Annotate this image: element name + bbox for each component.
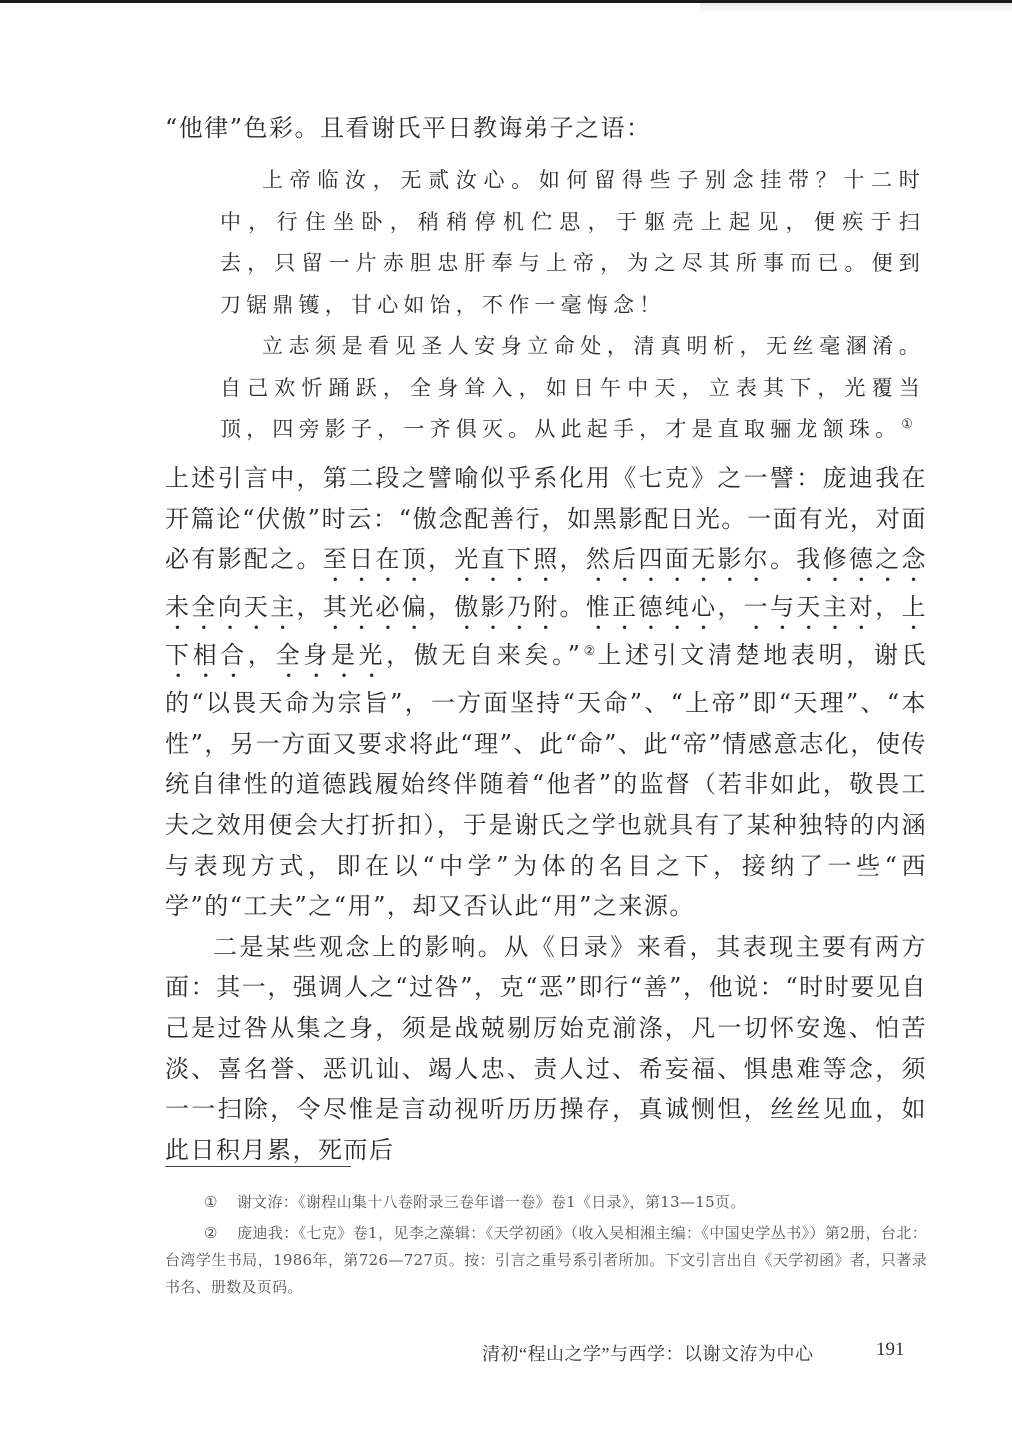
footnote-2 [165,1220,927,1301]
footnote-2-text: 庞迪我：《七克》卷1，见李之藻辑：《天学初函》（收入吴相湘主编：《中国史学丛书》）第2册，台北：台湾学生书局，1986年，第726—727页。按：引言之重号系引者所加。下文引言出自《天学初函》者，只著录书名、册数及页码。 [165,1224,927,1296]
footnote-1-text: 谢文洊：《谢程山集十八卷附录三卷年谱一卷》卷1《日录》，第13—15页。 [237,1193,746,1211]
lead-line: “他律”色彩。且看谢氏平日教诲弟子之语： [165,114,652,142]
page-number: 191 [876,1339,905,1360]
quote-paragraph-1: 上帝临汝，无贰汝心。如何留得些子别念挂带？十二时中，行住坐卧，稍稍停机伫思，于躯壳上起见，便疾于扫去，只留一片赤胆忠肝奉与上帝，为之尽其所事而已。便到刀锯鼎镬，甘心如饴，不作一毫悔念！ [220,168,925,317]
running-title: 清初“程山之学”与西学：以谢文洊为中心 [482,1344,814,1364]
main-paragraph-1 [165,458,927,927]
footnote-2-mark: ② [204,1224,218,1242]
footnote-divider [165,1166,351,1167]
main-text [165,458,927,1170]
quote-paragraph-2-text: 立志须是看见圣人安身立命处，清真明析，无丝毫溷淆。自己欢忻踊跃，全身耸入，如日午中天，立表其下，光覆当顶，四旁影子，一齐俱灭。从此起手，才是直取骊龙颔珠。 [220,334,925,441]
main-segment-2: ，傲无自来矣。” [386,641,582,670]
block-quote [220,160,925,451]
footnote-1 [165,1189,927,1216]
footnote-ref-1[interactable]: ① [901,417,913,432]
footnotes [165,1189,927,1301]
main-paragraph-2: 二是某些观念上的影响。从《日录》来看，其表现主要有两方面：其一，强调人之“过咎”，克“恶”即行“善”，他说：“时时要见自己是过咎从集之身，须是战兢剔厉始克湔涤，凡一切怀安逸、怕苦淡、喜名誉、恶讥讪、竭人忠、责人过、希妄福、惧患难等念，须一一扫除，令尽惟是言动视听历历操存，真诚恻怛，丝丝见血，如此日积月累，死而后 [165,932,927,1164]
emphasized-quote: 至日在顶，光直下照，然后四面无影尔。我修德之念未全向天主，其光必偏，傲影乃附。惟正德纯心，一与天主对，上下相合，全身是光 [165,545,928,670]
top-border-shadow [700,3,1012,13]
main-segment-1: 上述引言中，第二段之譬喻似乎系化用《七克》之一譬：庞迪我在开篇论“伏傲”时云：“傲念配善行，如黑影配日光。一面有光，对面必有影配之。 [165,464,927,574]
quote-paragraph-2 [220,326,925,451]
footnote-1-mark: ① [204,1193,218,1211]
main-segment-3: 上述引文清楚地表明，谢氏的“以畏天命为宗旨”，一方面坚持“天命”、“上帝”即“天理”、“本性”，另一方面又要求将此“理”、此“命”、此“帝”情感意志化，使传统自律性的道德践履始终伴随着“他者”的监督（若非如此，敬畏工夫之效用便会大打折扣），于是谢氏之学也就具有了某种独特的内涵与表现方式，即在以“中学”为体的名目之下，接纳了一些“西学”的“工夫”之“用”，却又否认此“用”之来源。 [165,641,928,921]
footnote-ref-2[interactable]: ② [581,644,598,660]
